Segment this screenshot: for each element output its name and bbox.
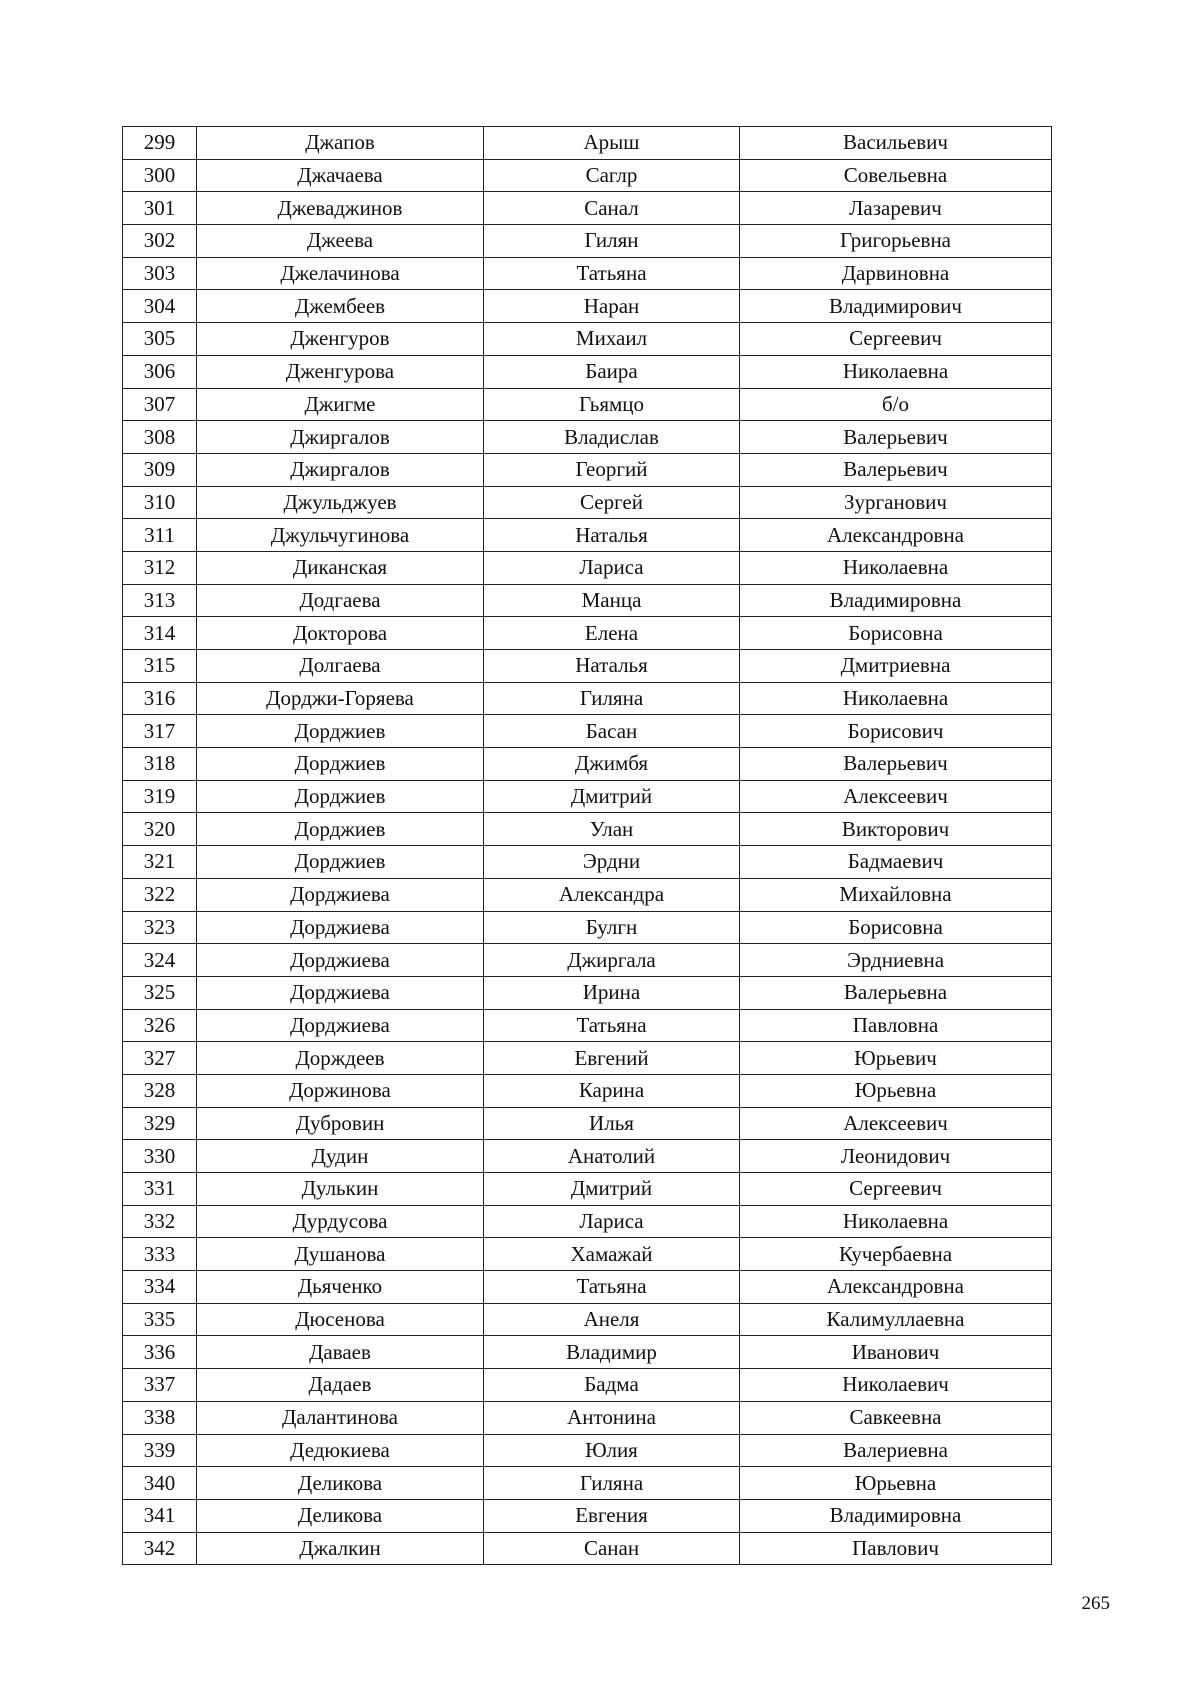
patronymic-cell: Михайловна [740, 878, 1052, 911]
last-name-cell: Дудин [197, 1140, 484, 1173]
last-name-cell: Дубровин [197, 1107, 484, 1140]
row-number-cell: 312 [123, 551, 197, 584]
patronymic-cell: Владимирович [740, 290, 1052, 323]
row-number-cell: 327 [123, 1042, 197, 1075]
patronymic-cell: Лазаревич [740, 192, 1052, 225]
table-row [123, 1238, 1052, 1271]
row-number-cell: 333 [123, 1238, 197, 1271]
first-name-cell: Басан [484, 715, 740, 748]
table-row [123, 1434, 1052, 1467]
row-number-cell: 323 [123, 911, 197, 944]
row-number-cell: 301 [123, 192, 197, 225]
last-name-cell: Джиргалов [197, 421, 484, 454]
row-number-cell: 300 [123, 159, 197, 192]
first-name-cell: Анеля [484, 1303, 740, 1336]
first-name-cell: Татьяна [484, 257, 740, 290]
first-name-cell: Сергей [484, 486, 740, 519]
table-row [123, 617, 1052, 650]
last-name-cell: Доржинова [197, 1074, 484, 1107]
last-name-cell: Дьяченко [197, 1271, 484, 1304]
table-row [123, 976, 1052, 1009]
first-name-cell: Евгения [484, 1499, 740, 1532]
last-name-cell: Дурдусова [197, 1205, 484, 1238]
last-name-cell: Дорджиев [197, 813, 484, 846]
row-number-cell: 336 [123, 1336, 197, 1369]
table-row [123, 1336, 1052, 1369]
row-number-cell: 302 [123, 225, 197, 258]
patronymic-cell: Бадмаевич [740, 846, 1052, 879]
last-name-cell: Докторова [197, 617, 484, 650]
first-name-cell: Джимбя [484, 748, 740, 781]
row-number-cell: 331 [123, 1173, 197, 1206]
table-row [123, 911, 1052, 944]
patronymic-cell: Борисович [740, 715, 1052, 748]
first-name-cell: Гьямцо [484, 388, 740, 421]
first-name-cell: Манца [484, 584, 740, 617]
row-number-cell: 334 [123, 1271, 197, 1304]
row-number-cell: 325 [123, 976, 197, 1009]
first-name-cell: Дмитрий [484, 780, 740, 813]
row-number-cell: 308 [123, 421, 197, 454]
first-name-cell: Анатолий [484, 1140, 740, 1173]
table-row [123, 323, 1052, 356]
patronymic-cell: Леонидович [740, 1140, 1052, 1173]
table-row [123, 1205, 1052, 1238]
first-name-cell: Баира [484, 355, 740, 388]
row-number-cell: 310 [123, 486, 197, 519]
row-number-cell: 320 [123, 813, 197, 846]
table-row [123, 682, 1052, 715]
row-number-cell: 339 [123, 1434, 197, 1467]
first-name-cell: Елена [484, 617, 740, 650]
first-name-cell: Александра [484, 878, 740, 911]
table-row [123, 780, 1052, 813]
last-name-cell: Дорджиева [197, 944, 484, 977]
table-row [123, 355, 1052, 388]
patronymic-cell: Николаевна [740, 682, 1052, 715]
first-name-cell: Эрдни [484, 846, 740, 879]
table-row [123, 486, 1052, 519]
table-row [123, 519, 1052, 552]
row-number-cell: 330 [123, 1140, 197, 1173]
patronymic-cell: Владимировна [740, 1499, 1052, 1532]
last-name-cell: Дорждеев [197, 1042, 484, 1075]
last-name-cell: Дорджиев [197, 846, 484, 879]
last-name-cell: Дорджиева [197, 878, 484, 911]
last-name-cell: Дорджиева [197, 911, 484, 944]
last-name-cell: Деликова [197, 1499, 484, 1532]
patronymic-cell: Валерьевич [740, 453, 1052, 486]
table-row [123, 551, 1052, 584]
table-row [123, 650, 1052, 683]
last-name-cell: Дадаев [197, 1369, 484, 1402]
last-name-cell: Дорджи-Горяева [197, 682, 484, 715]
row-number-cell: 321 [123, 846, 197, 879]
last-name-cell: Дорджиева [197, 1009, 484, 1042]
patronymic-cell: Васильевич [740, 127, 1052, 160]
first-name-cell: Гилян [484, 225, 740, 258]
row-number-cell: 299 [123, 127, 197, 160]
first-name-cell: Илья [484, 1107, 740, 1140]
patronymic-cell: Сергеевич [740, 1173, 1052, 1206]
row-number-cell: 307 [123, 388, 197, 421]
last-name-cell: Джембеев [197, 290, 484, 323]
row-number-cell: 326 [123, 1009, 197, 1042]
table-row [123, 257, 1052, 290]
table-row [123, 159, 1052, 192]
patronymic-cell: Владимировна [740, 584, 1052, 617]
last-name-cell: Джульчугинова [197, 519, 484, 552]
row-number-cell: 332 [123, 1205, 197, 1238]
last-name-cell: Джачаева [197, 159, 484, 192]
last-name-cell: Дорджиева [197, 976, 484, 1009]
row-number-cell: 311 [123, 519, 197, 552]
patronymic-cell: Юрьевна [740, 1074, 1052, 1107]
last-name-cell: Деликова [197, 1467, 484, 1500]
table-row [123, 1369, 1052, 1402]
table-row [123, 1271, 1052, 1304]
patronymic-cell: Дмитриевна [740, 650, 1052, 683]
row-number-cell: 340 [123, 1467, 197, 1500]
last-name-cell: Дорджиев [197, 780, 484, 813]
first-name-cell: Карина [484, 1074, 740, 1107]
table-row [123, 453, 1052, 486]
first-name-cell: Юлия [484, 1434, 740, 1467]
row-number-cell: 305 [123, 323, 197, 356]
row-number-cell: 338 [123, 1401, 197, 1434]
table-row [123, 225, 1052, 258]
first-name-cell: Наран [484, 290, 740, 323]
table-row [123, 1042, 1052, 1075]
first-name-cell: Михаил [484, 323, 740, 356]
row-number-cell: 324 [123, 944, 197, 977]
row-number-cell: 328 [123, 1074, 197, 1107]
patronymic-cell: Александровна [740, 1271, 1052, 1304]
first-name-cell: Владислав [484, 421, 740, 454]
patronymic-cell: Павловна [740, 1009, 1052, 1042]
first-name-cell: Бадма [484, 1369, 740, 1402]
patronymic-cell: Юрьевна [740, 1467, 1052, 1500]
row-number-cell: 335 [123, 1303, 197, 1336]
patronymic-cell: Алексеевич [740, 780, 1052, 813]
first-name-cell: Саглр [484, 159, 740, 192]
last-name-cell: Джеева [197, 225, 484, 258]
first-name-cell: Татьяна [484, 1271, 740, 1304]
patronymic-cell: Николаевна [740, 355, 1052, 388]
row-number-cell: 322 [123, 878, 197, 911]
first-name-cell: Санан [484, 1532, 740, 1565]
last-name-cell: Джелачинова [197, 257, 484, 290]
patronymic-cell: Валериевна [740, 1434, 1052, 1467]
row-number-cell: 304 [123, 290, 197, 323]
patronymic-cell: Викторович [740, 813, 1052, 846]
table-row [123, 846, 1052, 879]
table-row [123, 1532, 1052, 1565]
last-name-cell: Джапов [197, 127, 484, 160]
patronymic-cell: Сергеевич [740, 323, 1052, 356]
row-number-cell: 317 [123, 715, 197, 748]
first-name-cell: Татьяна [484, 1009, 740, 1042]
patronymic-cell: Валерьевич [740, 421, 1052, 454]
patronymic-cell: Совельевна [740, 159, 1052, 192]
patronymic-cell: Савкеевна [740, 1401, 1052, 1434]
first-name-cell: Владимир [484, 1336, 740, 1369]
table-row [123, 748, 1052, 781]
first-name-cell: Наталья [484, 650, 740, 683]
table-row [123, 1140, 1052, 1173]
patronymic-cell: Кучербаевна [740, 1238, 1052, 1271]
last-name-cell: Дулькин [197, 1173, 484, 1206]
table-row [123, 1107, 1052, 1140]
table-row [123, 127, 1052, 160]
table-row [123, 1009, 1052, 1042]
patronymic-cell: Валерьевна [740, 976, 1052, 1009]
first-name-cell: Дмитрий [484, 1173, 740, 1206]
row-number-cell: 309 [123, 453, 197, 486]
last-name-cell: Дженгурова [197, 355, 484, 388]
first-name-cell: Гиляна [484, 1467, 740, 1500]
table-row [123, 813, 1052, 846]
last-name-cell: Долгаева [197, 650, 484, 683]
patronymic-cell: Николаевна [740, 1205, 1052, 1238]
first-name-cell: Наталья [484, 519, 740, 552]
patronymic-cell: Юрьевич [740, 1042, 1052, 1075]
table-row [123, 1401, 1052, 1434]
table-row [123, 192, 1052, 225]
first-name-cell: Ирина [484, 976, 740, 1009]
roster-table-body [123, 127, 1052, 1565]
table-row [123, 1467, 1052, 1500]
last-name-cell: Диканская [197, 551, 484, 584]
row-number-cell: 303 [123, 257, 197, 290]
patronymic-cell: Борисовна [740, 911, 1052, 944]
last-name-cell: Дженгуров [197, 323, 484, 356]
last-name-cell: Джульджуев [197, 486, 484, 519]
page-number: 265 [1081, 1593, 1110, 1614]
table-row [123, 584, 1052, 617]
first-name-cell: Джиргала [484, 944, 740, 977]
table-row [123, 421, 1052, 454]
last-name-cell: Дюсенова [197, 1303, 484, 1336]
row-number-cell: 314 [123, 617, 197, 650]
first-name-cell: Санал [484, 192, 740, 225]
last-name-cell: Джалкин [197, 1532, 484, 1565]
first-name-cell: Улан [484, 813, 740, 846]
patronymic-cell: Валерьевич [740, 748, 1052, 781]
last-name-cell: Джигме [197, 388, 484, 421]
roster-table [122, 126, 1052, 1565]
row-number-cell: 306 [123, 355, 197, 388]
first-name-cell: Евгений [484, 1042, 740, 1075]
table-row [123, 1303, 1052, 1336]
last-name-cell: Джеваджинов [197, 192, 484, 225]
last-name-cell: Душанова [197, 1238, 484, 1271]
patronymic-cell: Зурганович [740, 486, 1052, 519]
patronymic-cell: Григорьевна [740, 225, 1052, 258]
patronymic-cell: Александровна [740, 519, 1052, 552]
last-name-cell: Дорджиев [197, 715, 484, 748]
row-number-cell: 313 [123, 584, 197, 617]
row-number-cell: 316 [123, 682, 197, 715]
patronymic-cell: Павлович [740, 1532, 1052, 1565]
last-name-cell: Дорджиев [197, 748, 484, 781]
first-name-cell: Булгн [484, 911, 740, 944]
table-row [123, 944, 1052, 977]
first-name-cell: Антонина [484, 1401, 740, 1434]
table-row [123, 1074, 1052, 1107]
table-row [123, 388, 1052, 421]
patronymic-cell: Калимуллаевна [740, 1303, 1052, 1336]
last-name-cell: Додгаева [197, 584, 484, 617]
table-row [123, 1499, 1052, 1532]
last-name-cell: Джиргалов [197, 453, 484, 486]
table-row [123, 290, 1052, 323]
patronymic-cell: Дарвиновна [740, 257, 1052, 290]
patronymic-cell: Алексеевич [740, 1107, 1052, 1140]
row-number-cell: 329 [123, 1107, 197, 1140]
row-number-cell: 342 [123, 1532, 197, 1565]
first-name-cell: Георгий [484, 453, 740, 486]
first-name-cell: Лариса [484, 1205, 740, 1238]
row-number-cell: 337 [123, 1369, 197, 1402]
patronymic-cell: Эрдниевна [740, 944, 1052, 977]
last-name-cell: Далантинова [197, 1401, 484, 1434]
row-number-cell: 315 [123, 650, 197, 683]
patronymic-cell: Николаевна [740, 551, 1052, 584]
first-name-cell: Лариса [484, 551, 740, 584]
patronymic-cell: Николаевич [740, 1369, 1052, 1402]
table-row [123, 1173, 1052, 1206]
last-name-cell: Дедюкиева [197, 1434, 484, 1467]
first-name-cell: Арыш [484, 127, 740, 160]
table-row [123, 878, 1052, 911]
patronymic-cell: Борисовна [740, 617, 1052, 650]
last-name-cell: Даваев [197, 1336, 484, 1369]
first-name-cell: Гиляна [484, 682, 740, 715]
table-row [123, 715, 1052, 748]
patronymic-cell: б/о [740, 388, 1052, 421]
row-number-cell: 318 [123, 748, 197, 781]
row-number-cell: 319 [123, 780, 197, 813]
patronymic-cell: Иванович [740, 1336, 1052, 1369]
row-number-cell: 341 [123, 1499, 197, 1532]
first-name-cell: Хамажай [484, 1238, 740, 1271]
